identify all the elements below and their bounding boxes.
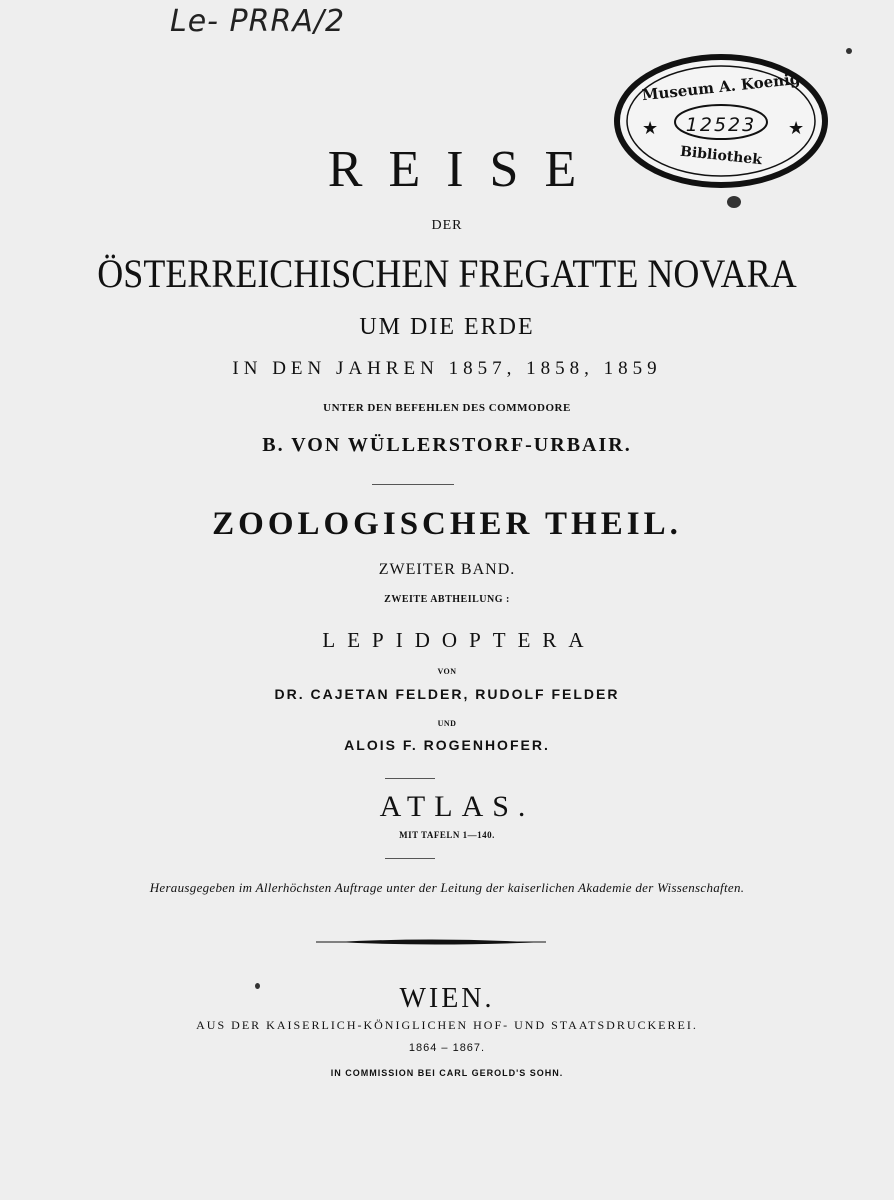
section-von: VON [437,667,457,676]
divider-rule [385,778,435,779]
title-reise: REISE [327,141,603,198]
section-authors-1: DR. CAJETAN FELDER, RUDOLF FELDER [274,686,620,702]
title-unter: UNTER DEN BEFEHLEN DES COMMODORE [323,402,571,414]
imprint-city: WIEN. [399,983,495,1014]
title-years: IN DEN JAHREN 1857, 1858, 1859 [232,358,662,379]
swell-rule-icon [316,935,546,949]
ink-speck [846,48,852,54]
section-division: ZWEITE ABTHEILUNG : [384,594,510,605]
section-und: UND [437,719,457,728]
section-authors-2: ALOIS F. ROGENHOFER. [344,737,550,753]
stamp-label: Bibliothek [679,143,763,169]
stamp-title: Museum A. Koenig [641,69,801,105]
handwritten-shelfmark: Le- PRRA/2 [170,4,346,39]
title-der: DER [431,218,463,233]
title-commodore: B. VON WÜLLERSTORF-URBAIR. [262,434,632,456]
section-subject: LEPIDOPTERA [322,628,596,652]
section-part: ZOOLOGISCHER THEIL. [212,506,682,542]
svg-text:★: ★ [788,118,805,139]
imprint-printer: AUS DER KAISERLICH-KÖNIGLICHEN HOF- UND STAATSDRUCKEREI. [196,1018,698,1032]
divider-rule [372,484,454,485]
divider-rule [385,858,435,859]
title-ship: ÖSTERREICHISCHEN FREGATTE NOVARA [97,251,797,296]
atlas-plates: MIT TAFELN 1—140. [399,830,495,840]
atlas-label: ATLAS. [379,790,535,823]
stamp-number: 12523 [685,114,757,136]
svg-text:★: ★ [642,118,659,139]
published-note: Herausgegeben im Allerhöchsten Auftrage unter der Leitung der kaiserlichen Akademie der Wissenschaften. [149,880,745,895]
imprint-commission: IN COMMISSION BEI CARL GEROLD'S SOHN. [330,1068,564,1078]
imprint-years: 1864 – 1867. [408,1042,486,1054]
title-um-die-erde: UM DIE ERDE [359,314,535,340]
section-volume: ZWEITER BAND. [378,561,516,578]
